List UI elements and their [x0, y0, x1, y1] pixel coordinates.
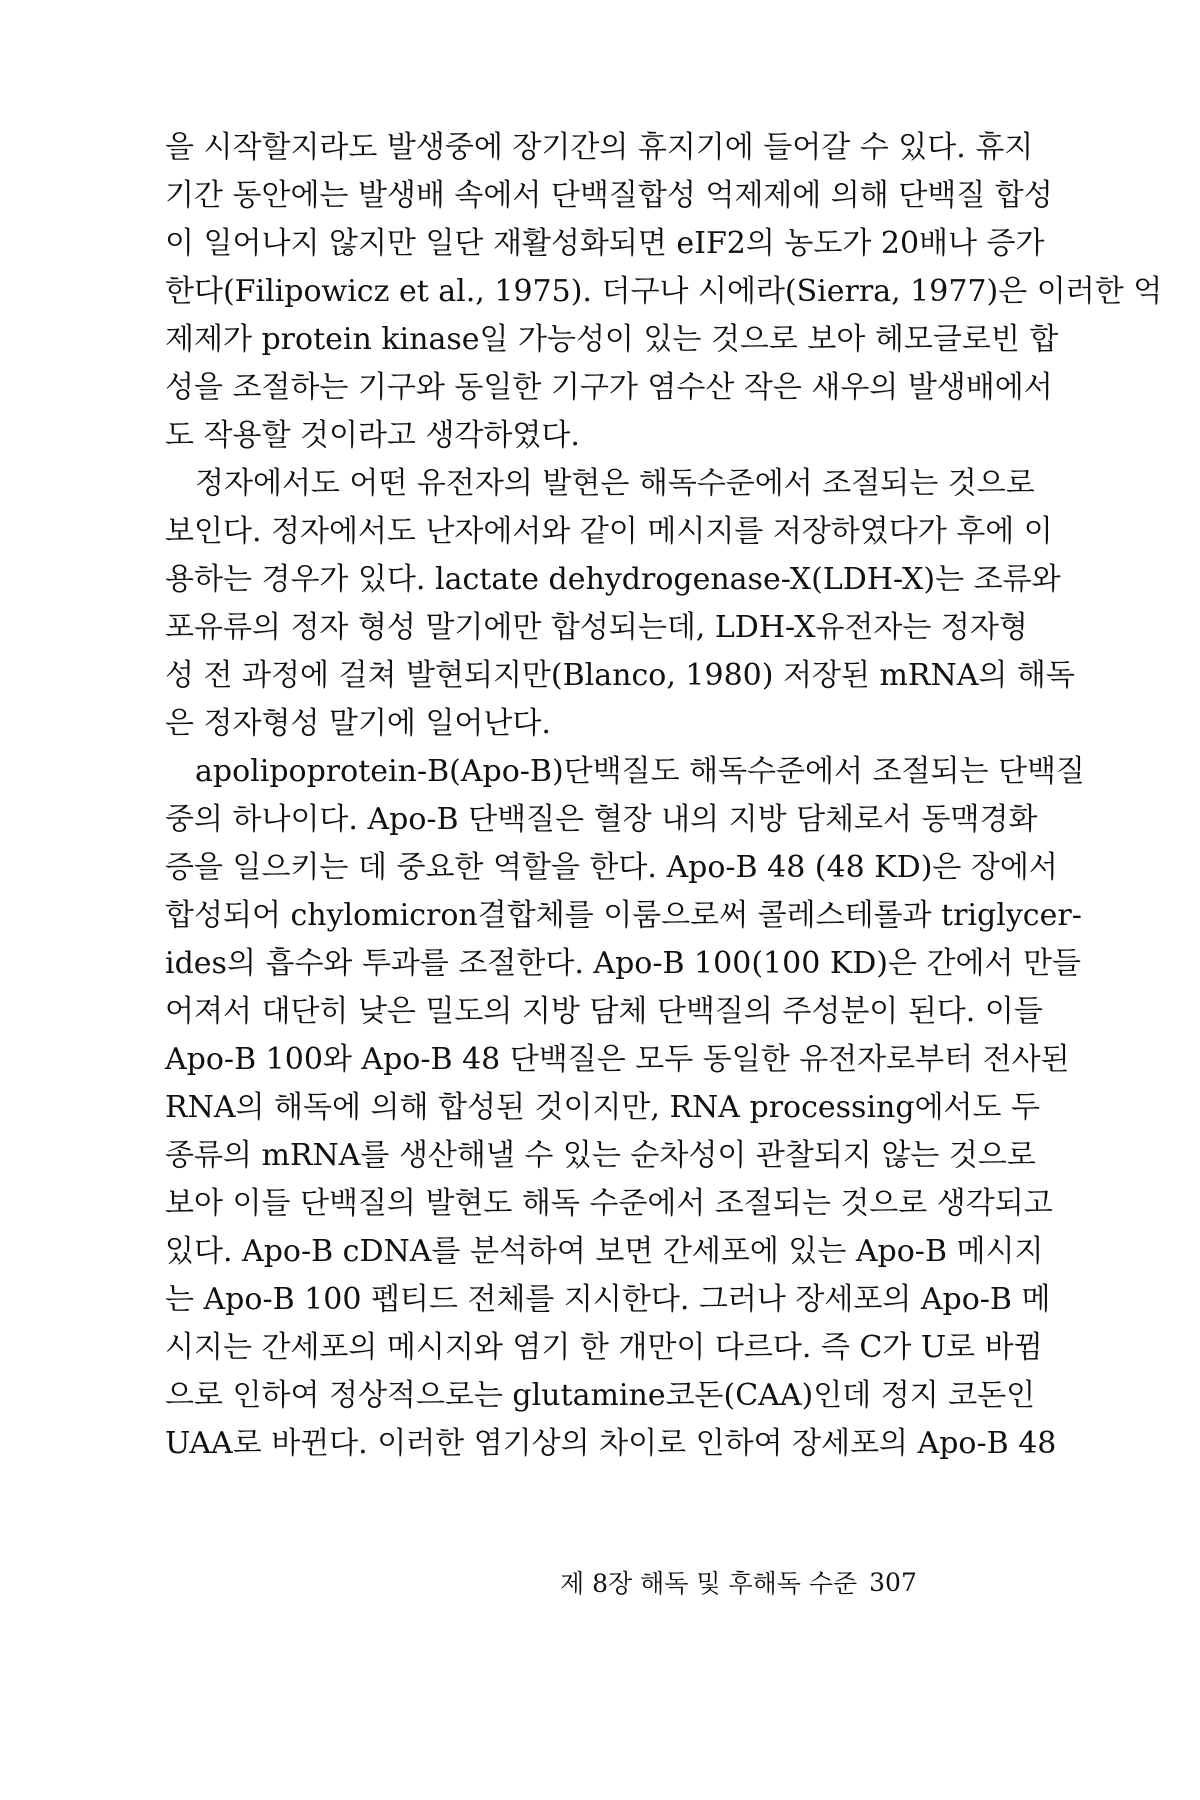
- text-line: UAA로 바뀐다. 이러한 염기상의 차이로 인하여 장세포의 Apo-B 48: [165, 1426, 1057, 1461]
- text-line: 은 정자형성 말기에 일어난다.: [165, 706, 551, 741]
- text-line: 보인다. 정자에서도 난자에서와 같이 메시지를 저장하였다가 후에 이: [165, 514, 1053, 549]
- text-line: 중의 하나이다. Apo-B 단백질은 혈장 내의 지방 담체로서 동맥경화: [165, 802, 1038, 837]
- text-line: apolipoprotein-B(Apo-B)단백질도 해독수준에서 조절되는 단백질: [195, 754, 1085, 789]
- text-line: RNA의 해독에 의해 합성된 것이지만, RNA processing에서도 두: [165, 1090, 1041, 1125]
- text-line: 도 작용할 것이라고 생각하였다.: [165, 418, 580, 453]
- text-line: 시지는 간세포의 메시지와 염기 한 개만이 다르다. 즉 C가 U로 바뀜: [165, 1330, 1043, 1365]
- paragraph-2: [165, 460, 1075, 748]
- text-line: 용하는 경우가 있다. lactate dehydrogenase-X(LDH-X)는 조류와: [165, 562, 1061, 597]
- text-line: 정자에서도 어떤 유전자의 발현은 해독수준에서 조절되는 것으로: [195, 466, 1035, 501]
- text-line: 한다(Filipowicz et al., 1975). 더구나 시에라(Sierra, 1977)은 이러한 억: [165, 274, 1163, 309]
- text-line: 이 일어나지 않지만 일단 재활성화되면 eIF2의 농도가 20배나 증가: [165, 226, 1045, 261]
- text-line: Apo-B 100와 Apo-B 48 단백질은 모두 동일한 유전자로부터 전사된: [165, 1042, 1070, 1077]
- text-line: 는 Apo-B 100 펩티드 전체를 지시한다. 그러나 장세포의 Apo-B 메: [165, 1282, 1051, 1317]
- text-line: 을 시작할지라도 발생중에 장기간의 휴지기에 들어갈 수 있다. 휴지: [165, 130, 1034, 165]
- text-line: 증을 일으키는 데 중요한 역할을 한다. Apo-B 48 (48 KD)은 장에서: [165, 850, 1058, 885]
- text-line: 포유류의 정자 형성 말기에만 합성되는데, LDH-X유전자는 정자형: [165, 610, 1028, 645]
- page-footer: [560, 1562, 980, 1602]
- page-number: 307: [869, 1567, 917, 1597]
- text-line: 합성되어 chylomicron결합체를 이룸으로써 콜레스테롤과 triglycer-: [165, 898, 1082, 933]
- text-line: 보아 이들 단백질의 발현도 해독 수준에서 조절되는 것으로 생각되고: [165, 1186, 1053, 1221]
- text-line: ides의 흡수와 투과를 조절한다. Apo-B 100(100 KD)은 간에서 만들: [165, 946, 1081, 981]
- paragraph-1: [165, 124, 1163, 460]
- text-line: 어져서 대단히 낮은 밀도의 지방 담체 단백질의 주성분이 된다. 이들: [165, 994, 1043, 1029]
- text-line: 으로 인하여 정상적으로는 glutamine코돈(CAA)인데 정지 코돈인: [165, 1378, 1036, 1413]
- text-line: 있다. Apo-B cDNA를 분석하여 보면 간세포에 있는 Apo-B 메시지: [165, 1234, 1044, 1269]
- text-line: 성을 조절하는 기구와 동일한 기구가 염수산 작은 새우의 발생배에서: [165, 370, 1053, 405]
- text-line: 제제가 protein kinase일 가능성이 있는 것으로 보아 헤모글로빈 합: [165, 322, 1059, 357]
- text-line: 종류의 mRNA를 생산해낼 수 있는 순차성이 관찰되지 않는 것으로: [165, 1138, 1036, 1173]
- running-head: 제 8장 해독 및 후해독 수준: [560, 1569, 858, 1598]
- paragraph-3: [165, 748, 1085, 1468]
- text-line: 기간 동안에는 발생배 속에서 단백질합성 억제제에 의해 단백질 합성: [165, 178, 1053, 213]
- body-text: [165, 124, 1163, 1468]
- text-line: 성 전 과정에 걸쳐 발현되지만(Blanco, 1980) 저장된 mRNA의 해독: [165, 658, 1075, 693]
